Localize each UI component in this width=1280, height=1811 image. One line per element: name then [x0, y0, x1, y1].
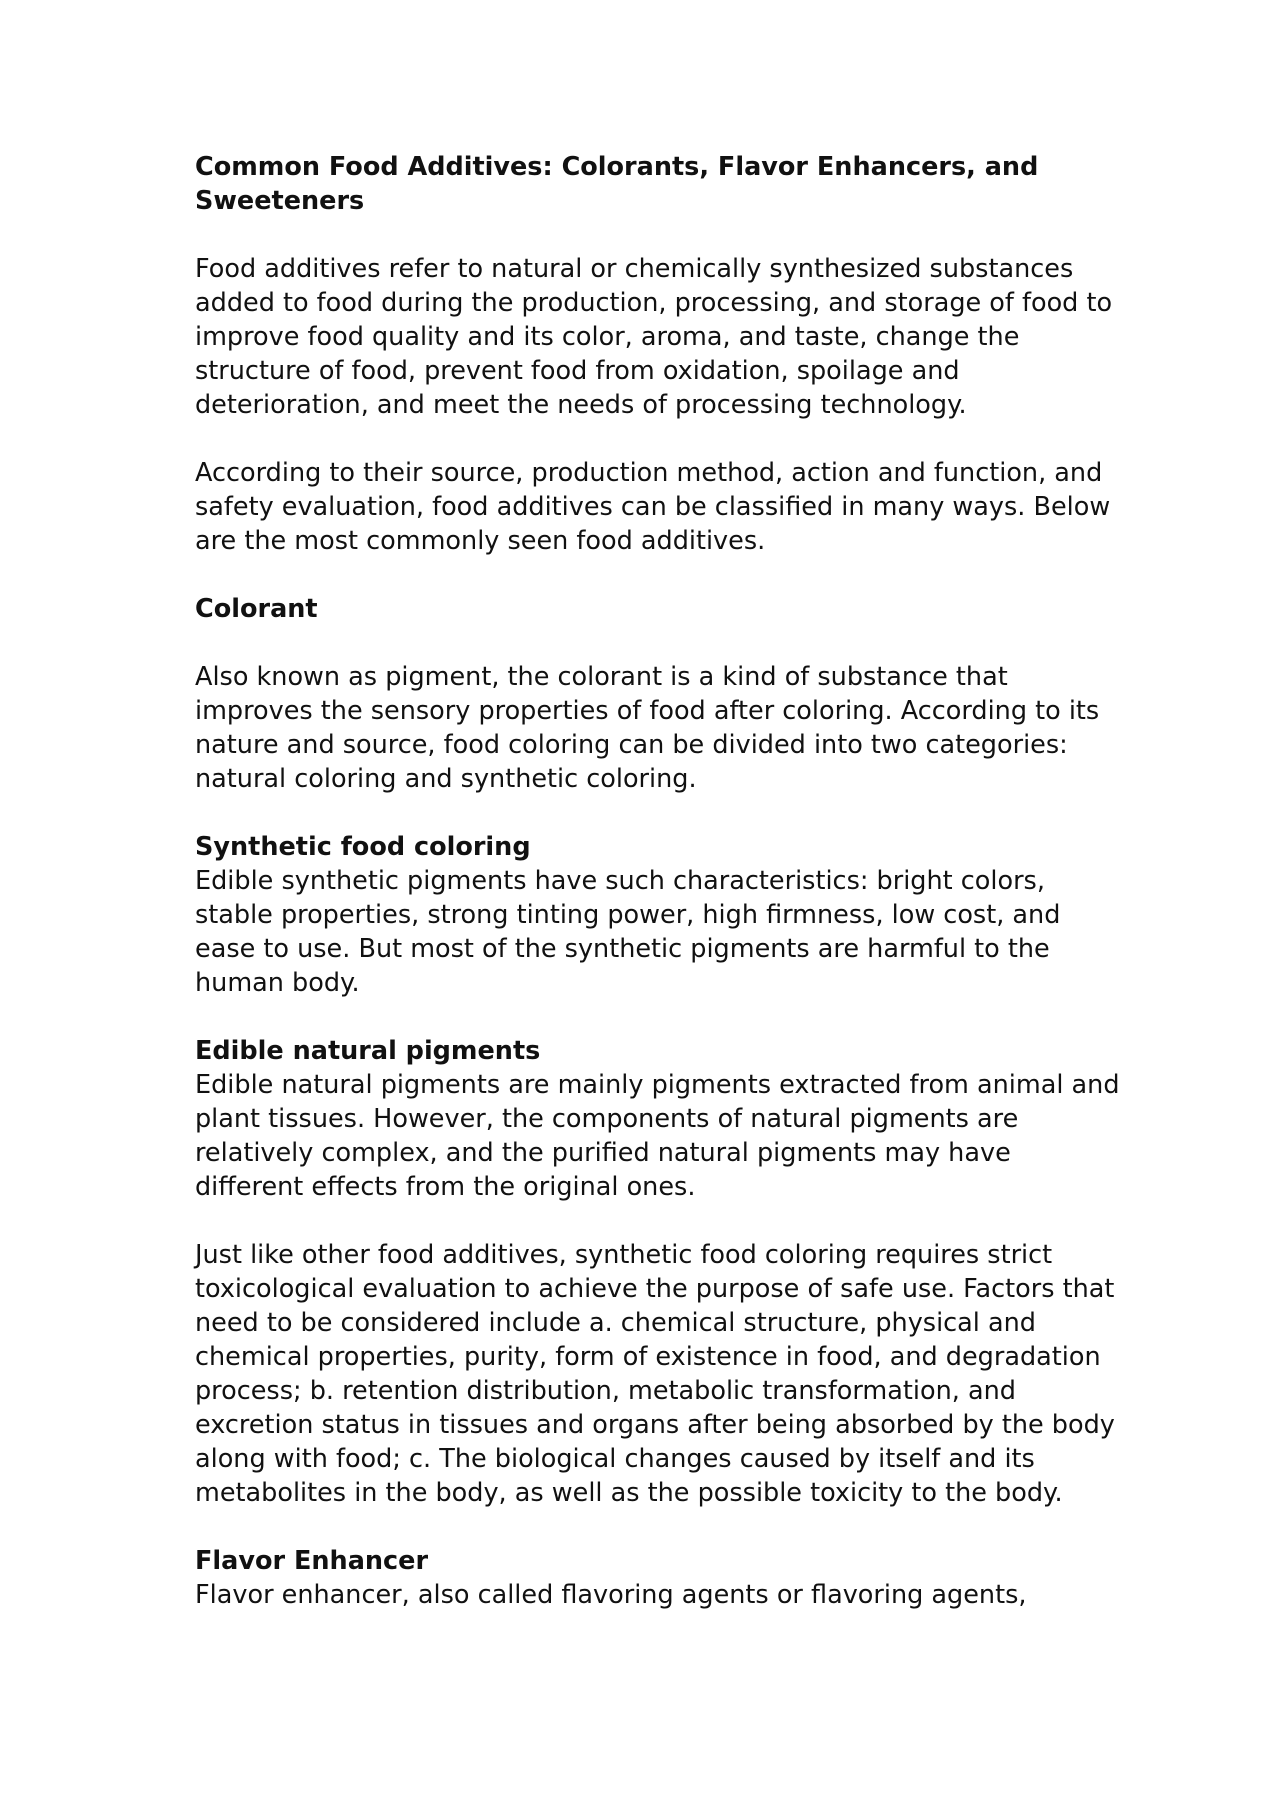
section-heading-flavor-enhancer: Flavor Enhancer: [195, 1546, 429, 1576]
natural-pigments-paragraph: Edible natural pigments are mainly pigments extracted from animal and plant tissues. However, the components of natural pigments are relatively complex, and the purified natural pigments may have different effects from the original ones.: [195, 1070, 1120, 1202]
intro-paragraph-2: According to their source, production method, action and function, and safety evaluation, food additives can be classified in many ways. Below are the most commonly seen food additives.: [195, 458, 1111, 556]
section-heading-edible-natural-pigments: Edible natural pigments: [195, 1036, 541, 1066]
section-heading-synthetic-food-coloring: Synthetic food coloring: [195, 832, 531, 862]
intro-paragraph-1: Food additives refer to natural or chemically synthesized substances added to food during the production, processing, and storage of food to improve food quality and its color, aroma, and taste, change the structure of food, prevent food from oxidation, spoilage and deterioration, and meet the needs of processing technology.: [195, 254, 1113, 420]
document-page: [195, 150, 1125, 1612]
toxicology-paragraph: Just like other food additives, synthetic food coloring requires strict toxicological evaluation to achieve the purpose of safe use. Factors that need to be considered include a. chemical structure, physical and chemical properties, purity, form of existence in food, and degradation process; b. retention distribution, metabolic transformation, and excretion status in tissues and organs after being absorbed by the body along with food; c. The biological changes caused by itself and its metabolites in the body, as well as the possible toxicity to the body.: [195, 1240, 1115, 1508]
colorant-paragraph: Also known as pigment, the colorant is a kind of substance that improves the sensory properties of food after coloring. According to its nature and source, food coloring can be divided into two categories: natural coloring and synthetic coloring.: [195, 662, 1100, 794]
flavor-enhancer-paragraph: Flavor enhancer, also called flavoring agents or flavoring agents,: [195, 1580, 1027, 1610]
synthetic-coloring-paragraph: Edible synthetic pigments have such characteristics: bright colors, stable properties, strong tinting power, high firmness, low cost, and ease to use. But most of the synthetic pigments are harmful to the human body.: [195, 866, 1061, 998]
document-title: Common Food Additives: Colorants, Flavor Enhancers, and Sweeteners: [195, 152, 1039, 216]
section-heading-colorant: Colorant: [195, 594, 318, 624]
